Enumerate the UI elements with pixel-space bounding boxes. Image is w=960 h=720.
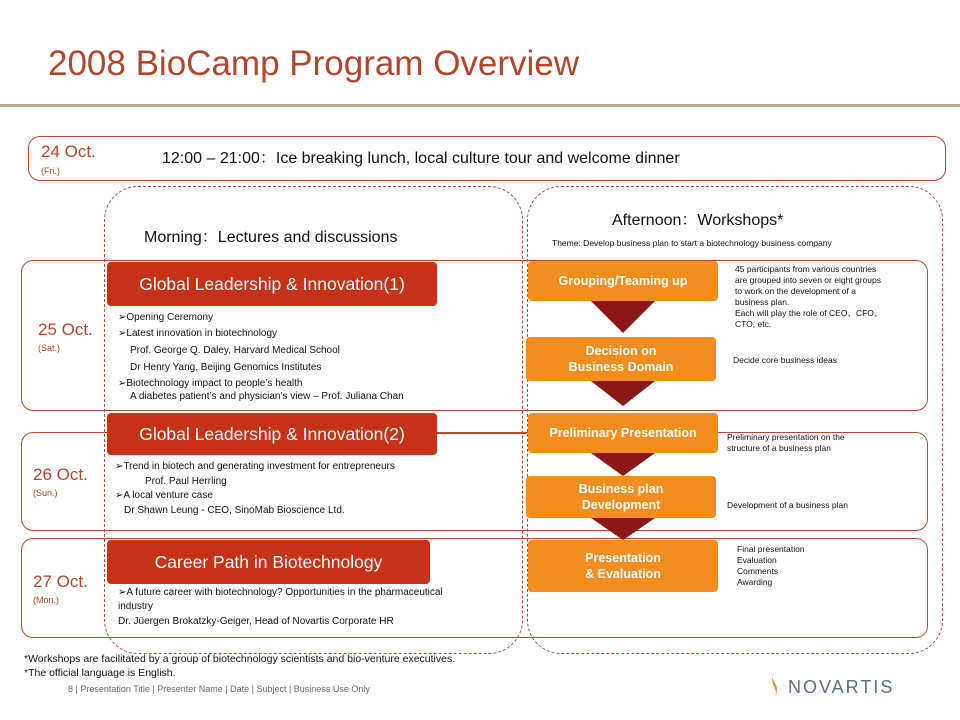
date-fri: 24 Oct. (41, 142, 96, 161)
dow-sun: (Sun.) (33, 488, 58, 498)
connector-line (437, 433, 527, 434)
flow-arrow-3 (591, 453, 655, 476)
date-sat: 25 Oct. (38, 320, 93, 339)
step-preliminary: Preliminary Presentation (528, 413, 718, 453)
step-presentation: Presentation & Evaluation (528, 540, 718, 592)
sat-speaker-1: Prof. George Q. Daley, Harvard Medical School (130, 345, 340, 356)
session-header-leadership-2: Global Leadership & Innovation(2) (107, 413, 437, 455)
footnote-2: *The official language is English. (24, 667, 176, 679)
sun-item-2: ➢A local venture case (115, 490, 213, 501)
dow-sat: (Sat.) (38, 343, 61, 353)
step-decision: Decision on Business Domain (526, 337, 716, 381)
flow-arrow-2 (591, 381, 655, 406)
workshop-theme: Theme: Develop business plan to start a biotechnology business company (552, 238, 832, 248)
session-header-leadership-1: Global Leadership & Innovation(1) (107, 262, 437, 306)
novartis-logo (764, 671, 904, 701)
sun-speaker-2: Dr Shawn Leung - CEO, SinoMab Bioscience Ltd. (124, 505, 345, 516)
page-footer: 8 | Presentation Title | Presenter Name | Date | Subject | Business Use Only (68, 684, 370, 694)
fri-summary: 12:00 – 21:00：Ice breaking lunch, local culture tour and welcome dinner (162, 150, 680, 167)
flame-icon (764, 671, 784, 699)
mon-speaker-1: Dr. Jüergen Brokatzky-Geiger, Head of Novartis Corporate HR (118, 616, 394, 627)
afternoon-header: Afternoon：Workshops* (612, 212, 784, 229)
sat-item-3: ➢Biotechnology impact to people’s health (118, 378, 303, 389)
flow-arrow-4 (591, 518, 655, 540)
footnote-1: *Workshops are facilitated by a group of biotechnology scientists and bio-venture executives. (24, 653, 456, 665)
flow-arrow-1 (591, 301, 655, 333)
sun-item-1: ➢Trend in biotech and generating investment for entrepreneurs (115, 461, 395, 472)
note-decision: Decide core business ideas (733, 355, 837, 365)
title-divider (0, 104, 960, 107)
note-grouping: 45 participants from various countries are grouped into seven or eight groups to work on the development of a business plan. Each will play the role of CEO、CFO、 CTO, etc. (735, 264, 883, 329)
dow-fri: (Fri.) (41, 166, 60, 176)
dow-mon: (Mon.) (33, 595, 60, 605)
note-presentation: Final presentation Evaluation Comments Awarding (737, 544, 805, 587)
step-grouping: Grouping/Teaming up (528, 261, 718, 301)
note-development: Development of a business plan (727, 500, 848, 510)
logo-text: NOVARTIS (788, 677, 895, 697)
page-title: 2008 BioCamp Program Overview (48, 44, 580, 83)
sat-speaker-2: Dr Henry Yang, Beijing Genomics Institutes (130, 362, 322, 373)
sun-speaker-1: Prof. Paul Herrling (145, 476, 227, 487)
sat-speaker-3: A diabetes patient’s and physician’s view – Prof. Juliana Chan (130, 391, 404, 402)
step-development: Business plan Development (526, 476, 716, 518)
sat-item-2: ➢Latest innovation in biotechnology (118, 328, 278, 339)
mon-item-1-cont: industry (118, 601, 154, 612)
mon-item-1: ➢A future career with biotechnology? Opportunities in the pharmaceutical (118, 587, 443, 598)
morning-header: Morning：Lectures and discussions (144, 229, 398, 246)
date-mon: 27 Oct. (33, 572, 88, 591)
sat-item-1: ➢Opening Ceremony (118, 312, 214, 323)
session-header-career: Career Path in Biotechnology (107, 540, 430, 584)
date-sun: 26 Oct. (33, 465, 88, 484)
note-preliminary: Preliminary presentation on the structure of a business plan (727, 432, 845, 453)
